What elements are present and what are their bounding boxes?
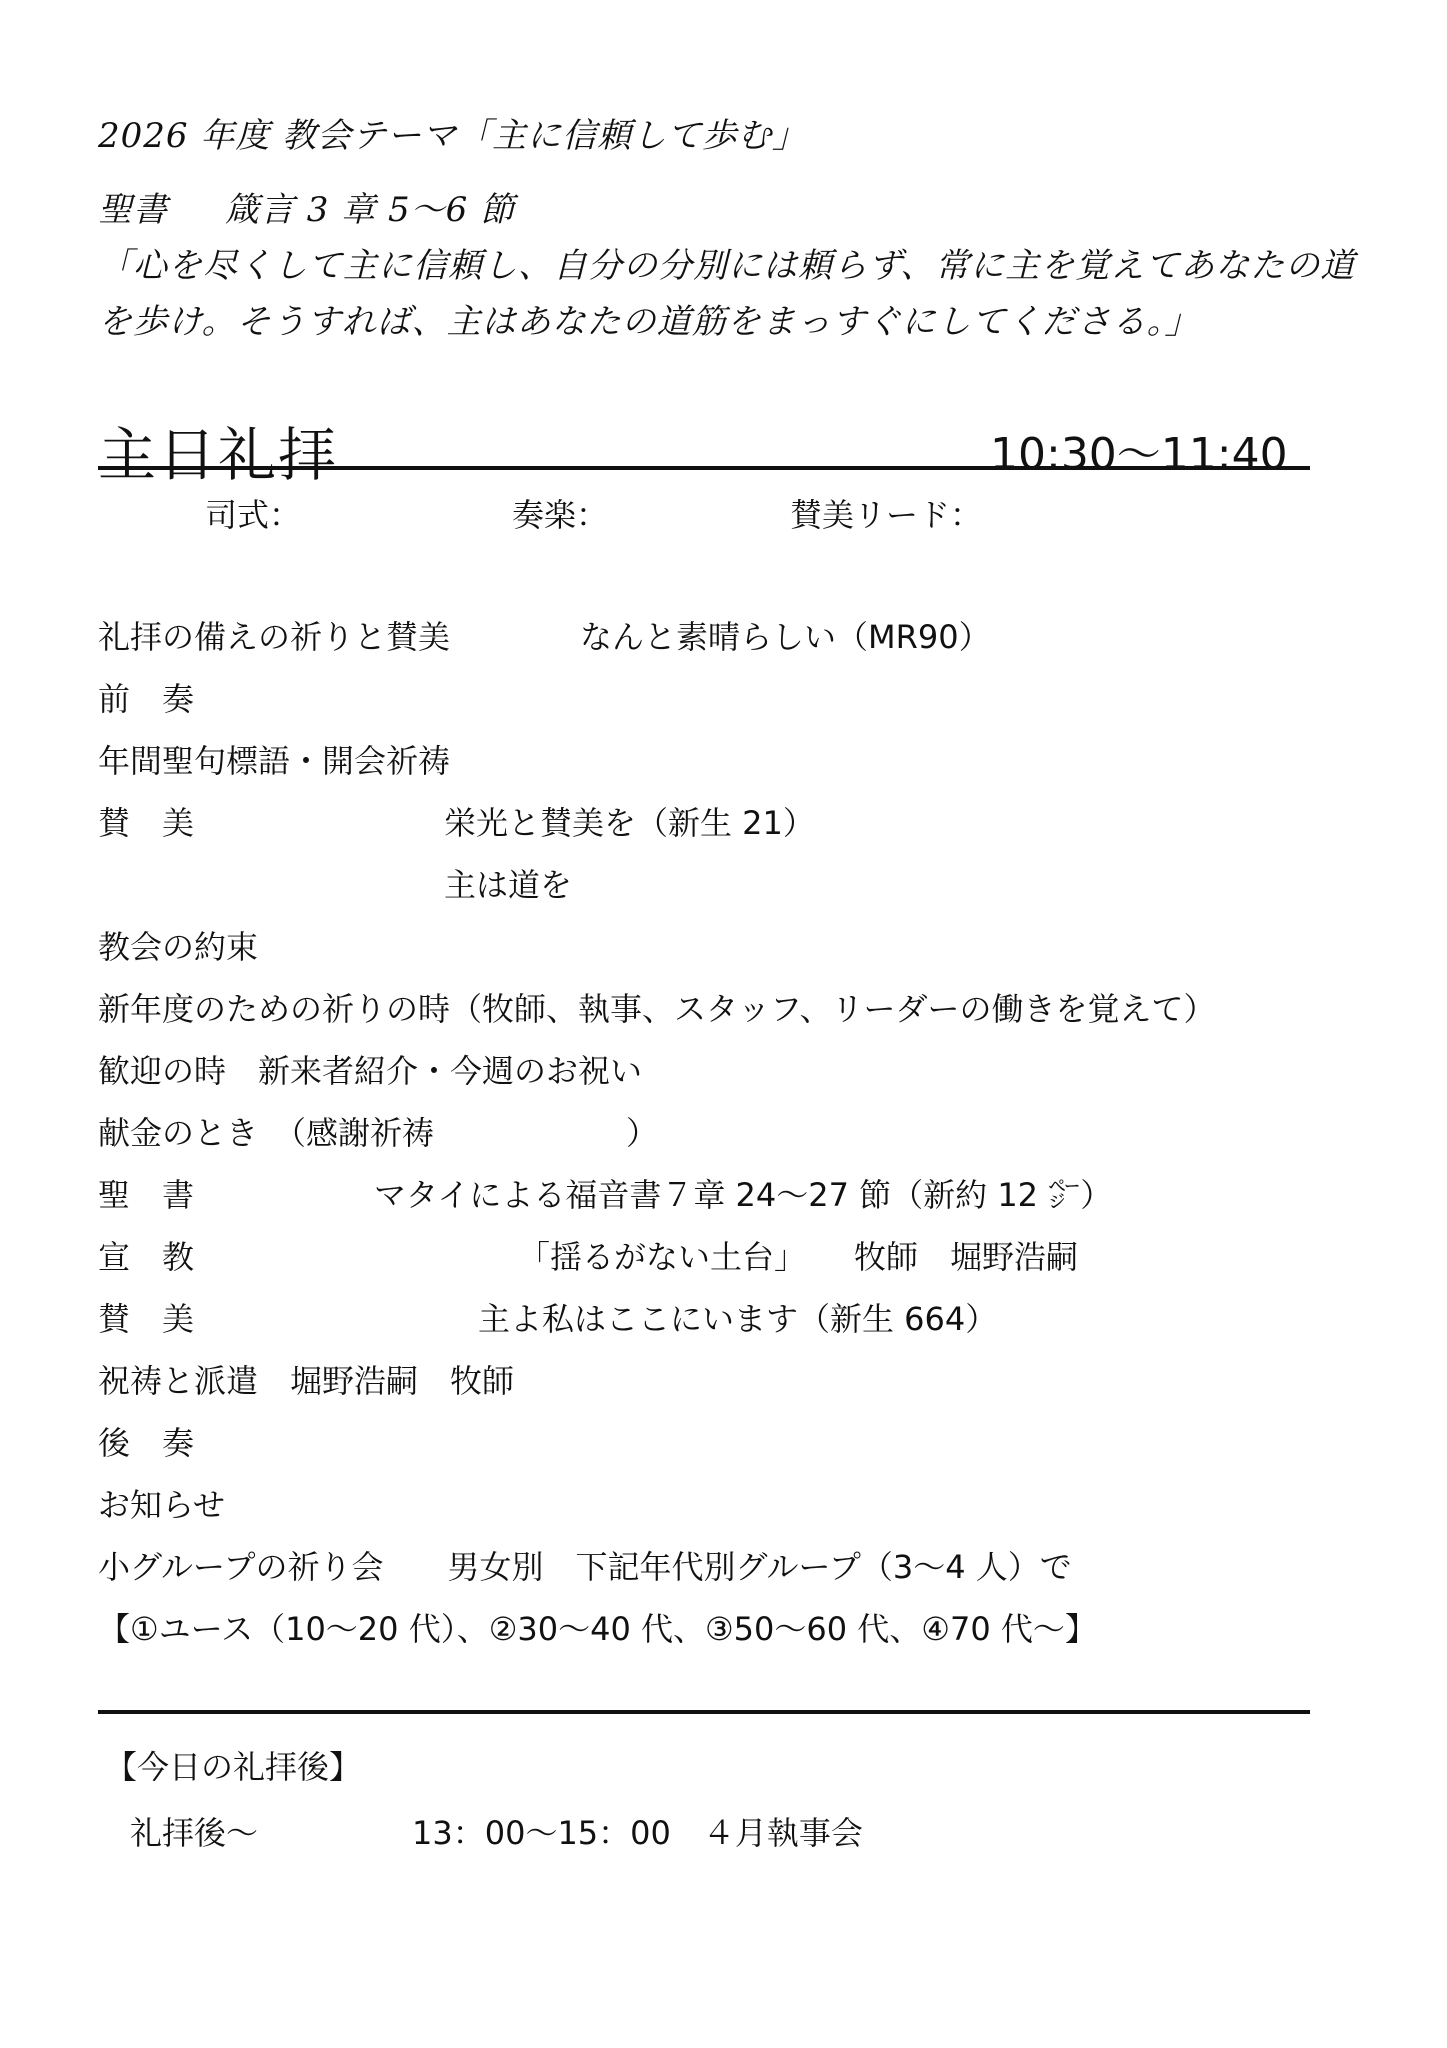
after-service-label: 礼拝後〜: [130, 1814, 259, 1852]
program-detail: 栄光と賛美を（新生 21）: [444, 804, 815, 842]
service-title: 主日礼拝: [98, 421, 339, 489]
program-item: [98, 922, 1348, 966]
after-service-heading: 【今日の礼拝後】: [105, 1748, 362, 1786]
program-label: 宣 教: [98, 1238, 195, 1276]
program-item: [98, 798, 1348, 842]
program-item: [98, 1294, 1348, 1338]
program-label: 祝祷と派遣 堀野浩嗣 牧師: [98, 1362, 515, 1400]
program-item: [98, 1170, 1348, 1214]
role-worship-lead: 賛美リード：: [790, 496, 983, 534]
program-label: 賛 美: [98, 1300, 195, 1338]
program-item: [98, 984, 1348, 1028]
program-label: 前 奏: [98, 680, 195, 718]
program-label: 年間聖句標語・開会祈祷: [98, 742, 451, 780]
program-item: [98, 1356, 1348, 1400]
program-item: [98, 1542, 1348, 1586]
program-label: 礼拝の備えの祈りと賛美: [98, 618, 451, 656]
program-label: 後 奏: [98, 1424, 195, 1462]
program-label: 教会の約束: [98, 928, 259, 966]
program-item: [98, 1232, 1348, 1276]
role-music: 奏楽：: [512, 496, 609, 534]
program-label: 献金のとき （感謝祈祷 ）: [98, 1114, 659, 1152]
program-detail: なんと素晴らしい（MR90）: [580, 618, 991, 656]
title-underline: [98, 466, 1310, 470]
church-theme: 2026 年度 教会テーマ「主に信頼して歩む」: [98, 116, 808, 156]
program-item: [98, 674, 1348, 718]
after-service-schedule: 13：00〜15：00 ４月執事会: [412, 1814, 863, 1852]
program-item: [98, 1108, 1348, 1152]
program-detail: 「揺るがない土台」 牧師 堀野浩嗣: [518, 1238, 1079, 1276]
program-label: 新年度のための祈りの時（牧師、執事、スタッフ、リーダーの働きを覚えて）: [98, 990, 1216, 1028]
program-label: 小グループの祈り会 男女別 下記年代別グループ（3〜4 人）で: [98, 1548, 1072, 1586]
scripture-label: 聖書: [98, 190, 168, 230]
program-label: 【①ユース（10〜20 代）、②30〜40 代、③50〜60 代、④70 代〜】: [98, 1610, 1097, 1648]
scripture-reference: 箴言 3 章 5〜6 節: [225, 190, 516, 230]
program-item: [98, 1046, 1348, 1090]
program-item: [98, 1418, 1348, 1462]
program-label: 聖 書: [98, 1176, 195, 1214]
program-detail: 主は道を: [444, 866, 573, 904]
program-label: お知らせ: [98, 1486, 226, 1524]
program-detail: マタイによる福音書７章 24〜27 節（新約 12 ㌻）: [374, 1176, 1113, 1214]
program-item: [98, 1480, 1348, 1524]
program-item: [98, 860, 1348, 904]
role-presider: 司式：: [205, 496, 302, 534]
scripture-verse-line-2: を歩け。そうすれば、主はあなたの道筋をまっすぐにしてくださる。」: [98, 302, 1200, 342]
program-detail: 主よ私はここにいます（新生 664）: [478, 1300, 998, 1338]
section-divider: [98, 1710, 1310, 1714]
program-item: [98, 1604, 1348, 1648]
program-item: [98, 612, 1348, 656]
service-time: 10:30〜11:40: [990, 429, 1288, 480]
program-item: [98, 736, 1348, 780]
scripture-verse-line-1: 「心を尽くして主に信頼し、自分の分別には頼らず、常に主を覚えてあなたの道: [98, 246, 1356, 286]
program-label: 歓迎の時 新来者紹介・今週のお祝い: [98, 1052, 643, 1090]
program-label: 賛 美: [98, 804, 195, 842]
